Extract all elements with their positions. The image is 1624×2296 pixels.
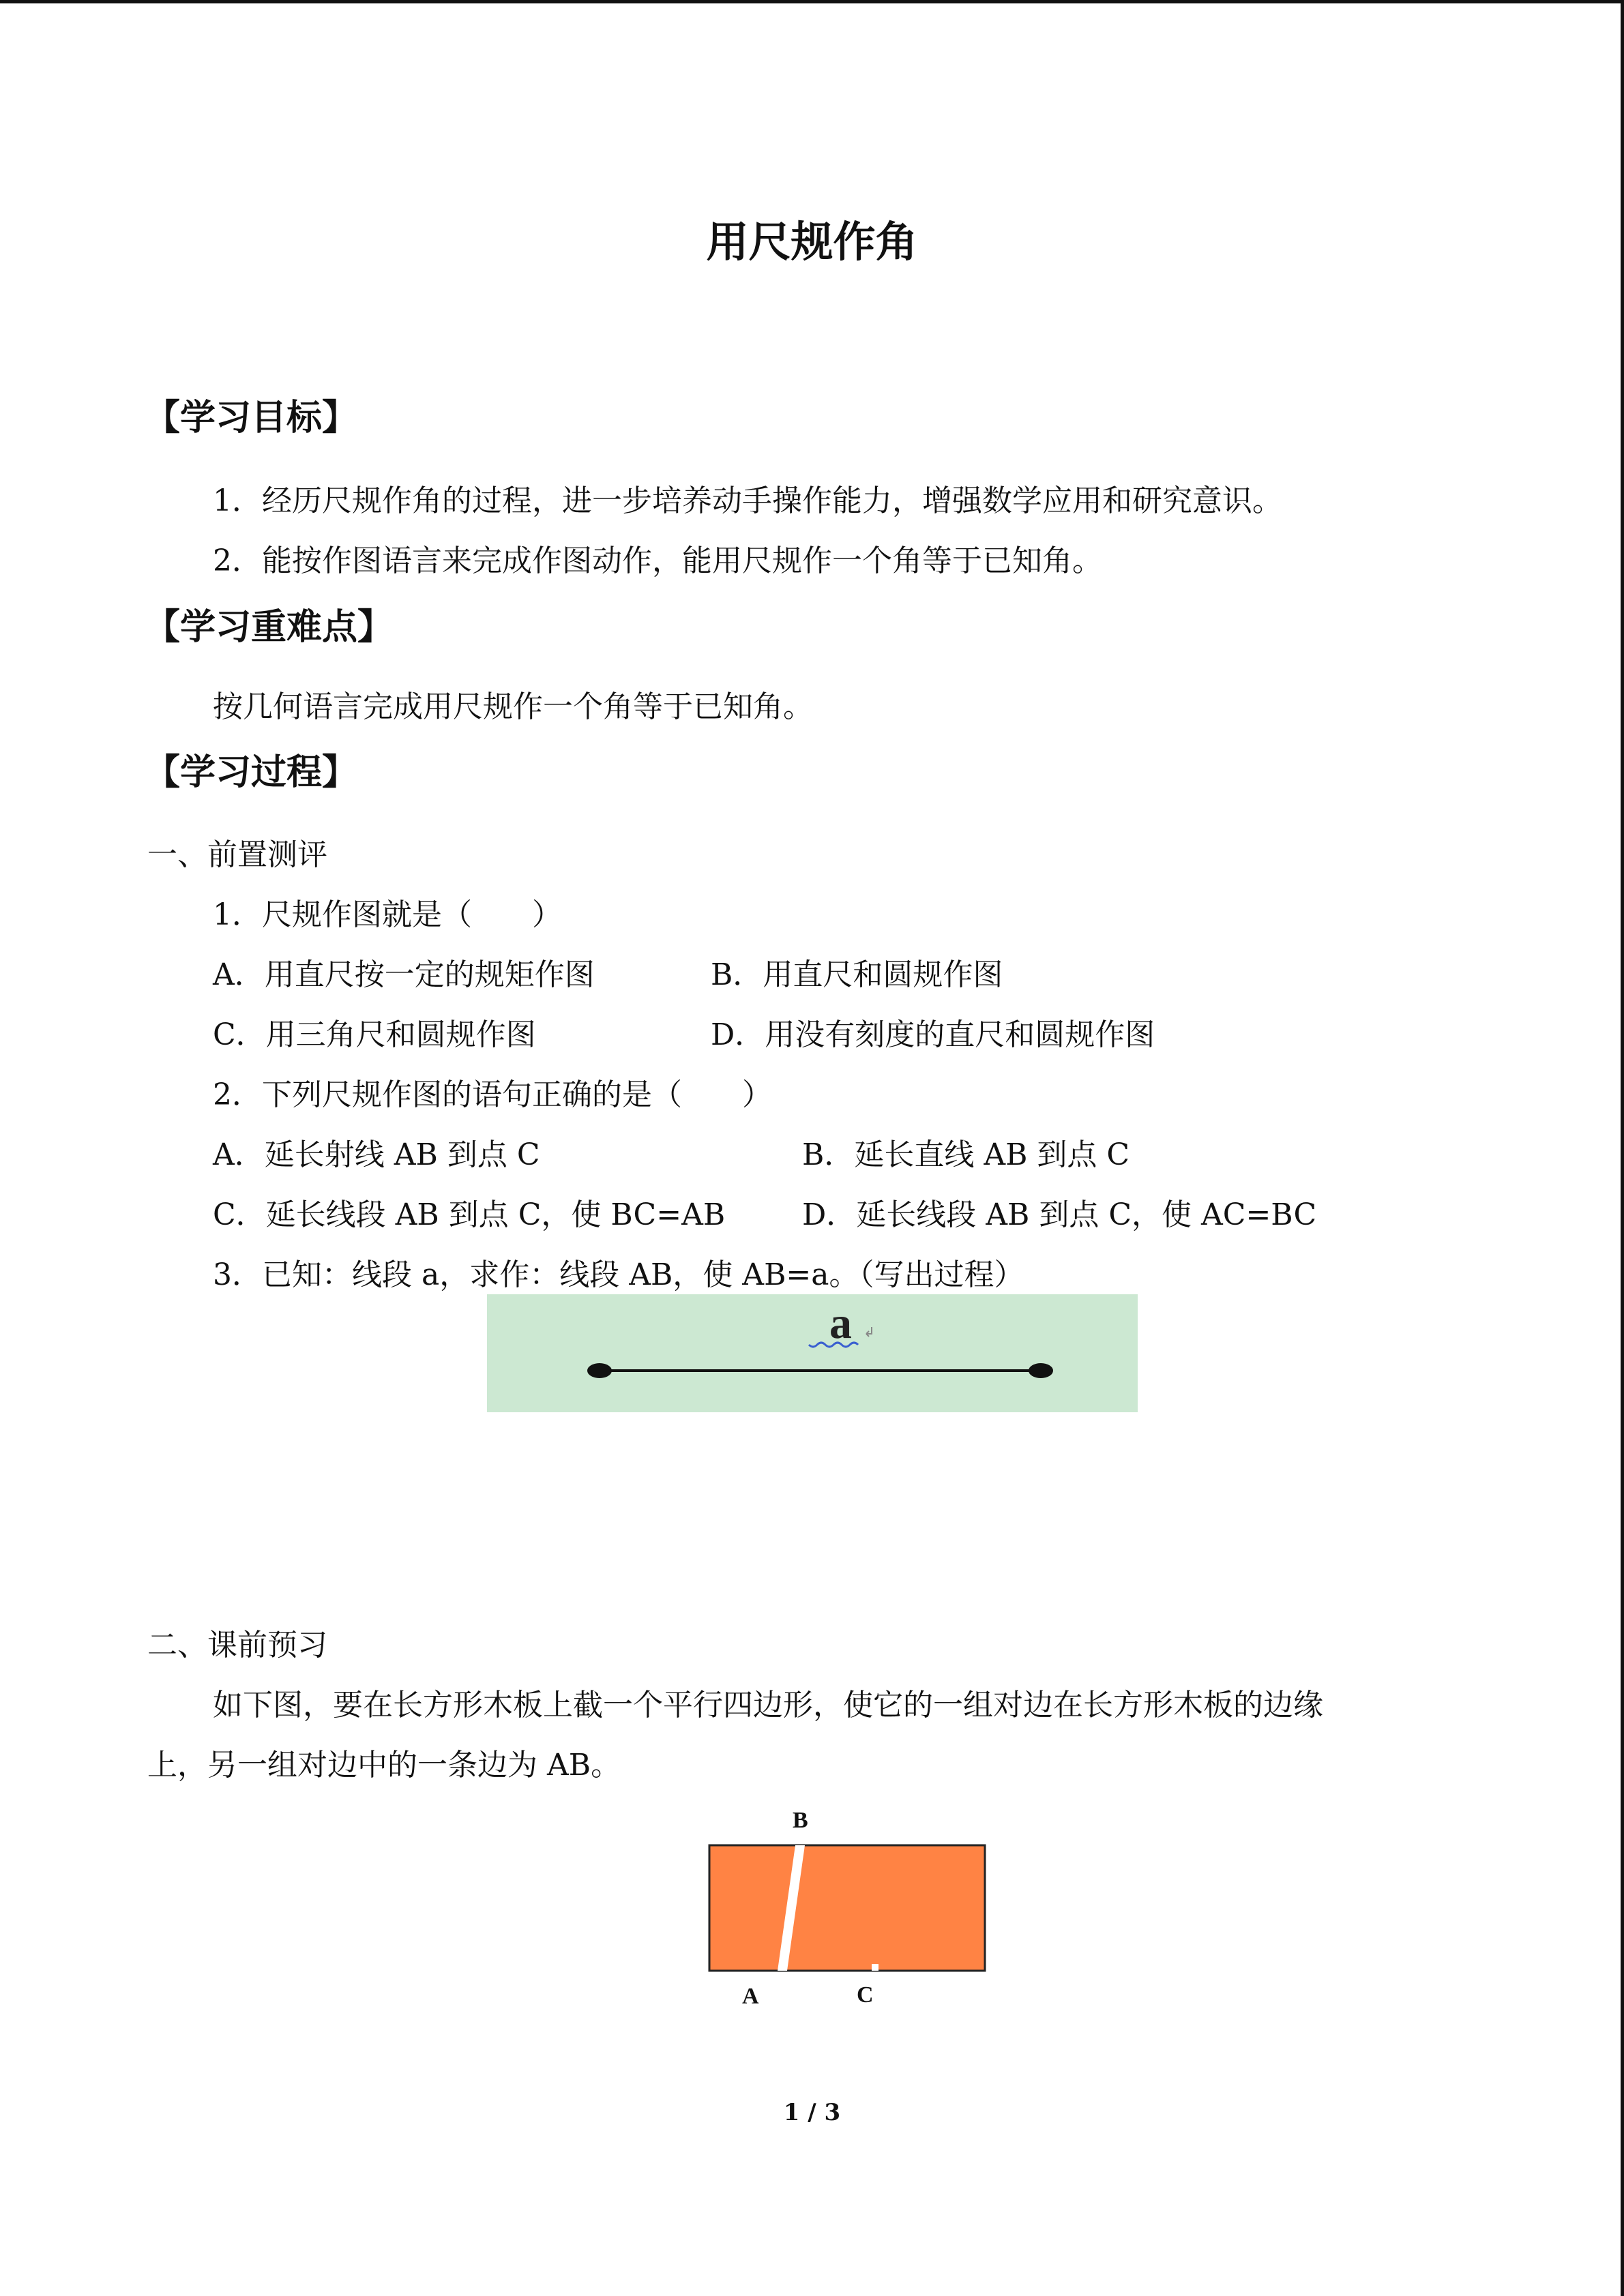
point-c-mark — [872, 1964, 879, 1971]
segment-a-figure — [487, 1294, 1138, 1412]
q1-option-c: C．用三角尺和圆规作图 — [213, 1017, 536, 1052]
q1-stem: 1．尺规作图就是（ ） — [213, 897, 562, 932]
part2-text-line1: 如下图，要在长方形木板上截一个平行四边形，使它的一组对边在长方形木板的边缘 — [213, 1688, 1323, 1723]
goal-item-1: 1．经历尺规作角的过程，进一步培养动手操作能力，增强数学应用和研究意识。 — [213, 483, 1282, 518]
q2-option-b: B．延长直线 AB 到点 C — [802, 1137, 1130, 1172]
page-number: 1 / 3 — [783, 2099, 841, 2126]
label-c: C — [857, 1982, 874, 2008]
q2-stem: 2．下列尺规作图的语句正确的是（ ） — [213, 1077, 772, 1112]
goals-heading: 【学习目标】 — [145, 397, 358, 438]
q2-option-a: A．延长射线 AB 到点 C — [213, 1137, 540, 1172]
q2-option-c: C．延长线段 AB 到点 C，使 BC=AB — [213, 1197, 726, 1232]
segment-endpoint-right — [1029, 1363, 1053, 1378]
part2-text-line2: 上，另一组对边中的一条边为 AB。 — [147, 1748, 621, 1783]
q1-option-b: B．用直尺和圆规作图 — [711, 957, 1003, 992]
q1-option-a: A．用直尺按一定的规矩作图 — [213, 957, 595, 992]
label-b: B — [793, 1808, 808, 1833]
segment-figure-background — [487, 1294, 1138, 1412]
page-border-top — [0, 0, 1624, 3]
q3-stem: 3．已知：线段 a，求作：线段 AB，使 AB=a。（写出过程） — [213, 1257, 1024, 1292]
page-title: 用尺规作角 — [706, 217, 918, 267]
page-border-right — [1621, 0, 1624, 2296]
q2-option-d: D．延长线段 AB 到点 C，使 AC=BC — [802, 1197, 1317, 1232]
wooden-board — [709, 1845, 985, 1971]
board-figure — [703, 1800, 996, 2012]
segment-endpoint-left — [587, 1363, 612, 1378]
part1-heading: 一、前置测评 — [147, 837, 327, 872]
key-points-heading: 【学习重难点】 — [145, 606, 394, 648]
goal-item-2: 2．能按作图语言来完成作图动作，能用尺规作一个角等于已知角。 — [213, 543, 1102, 578]
q1-option-d: D．用没有刻度的直尺和圆规作图 — [711, 1017, 1155, 1052]
process-heading: 【学习过程】 — [145, 751, 358, 793]
segment-label-a: a — [829, 1298, 852, 1348]
label-a: A — [742, 1984, 759, 2009]
part2-heading: 二、课前预习 — [147, 1628, 327, 1663]
key-points-text: 按几何语言完成用尺规作一个角等于已知角。 — [213, 689, 813, 724]
